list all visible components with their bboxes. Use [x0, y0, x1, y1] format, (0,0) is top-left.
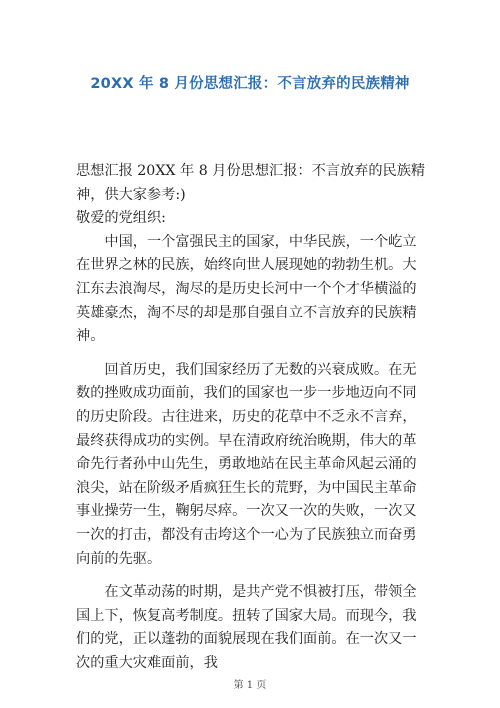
salutation: 敬爱的党组织:: [76, 210, 166, 227]
body-paragraph: 回首历史，我们国家经历了无数的兴衰成败。在无数的挫败成功面前，我们的国家也一步一步地迈向不同的历史阶段。古往进来，历史的花草中不乏永不言弃，最终获得成功的实例。早在清政府统治晚期，伟大的革命先行者孙中山先生，勇敢地站在民主革命风起云涌的浪尖，站在阶级矛盾疯狂生长的荒野，为中国民主革命事业操劳一生，鞠躬尽瘁。一次又一次的失败，一次又一次的打击，都没有击垮这个一心为了民族独立而奋勇向前的先驱。: [76, 361, 417, 567]
body-paragraph: 在文革动荡的时期，是共产党不惧被打压，带领全国上下，恢复高考制度。扭转了国家大局。而现今，我们的党，正以蓬勃的面貌展现在我们面前。在一次又一次的重大灾难面前，我: [76, 584, 417, 671]
body-paragraph: 中国，一个富强民主的国家，中华民族，一个屹立在世界之林的民族，始终向世人展现她的勃勃生机。大江东去浪淘尽，淘尽的是历史长河中一个个才华横溢的英雄豪杰，淘不尽的却是那自强自立不言放弃的民族精神。: [76, 233, 417, 345]
document-title: 20XX 年 8 月份思想汇报：不言放弃的民族精神: [90, 76, 410, 92]
document-body: [76, 160, 426, 675]
page-number: 第 1 页: [233, 680, 267, 691]
intro-paragraph: 思想汇报 20XX 年 8 月份思想汇报：不言放弃的民族精神，供大家参考:): [76, 163, 426, 203]
